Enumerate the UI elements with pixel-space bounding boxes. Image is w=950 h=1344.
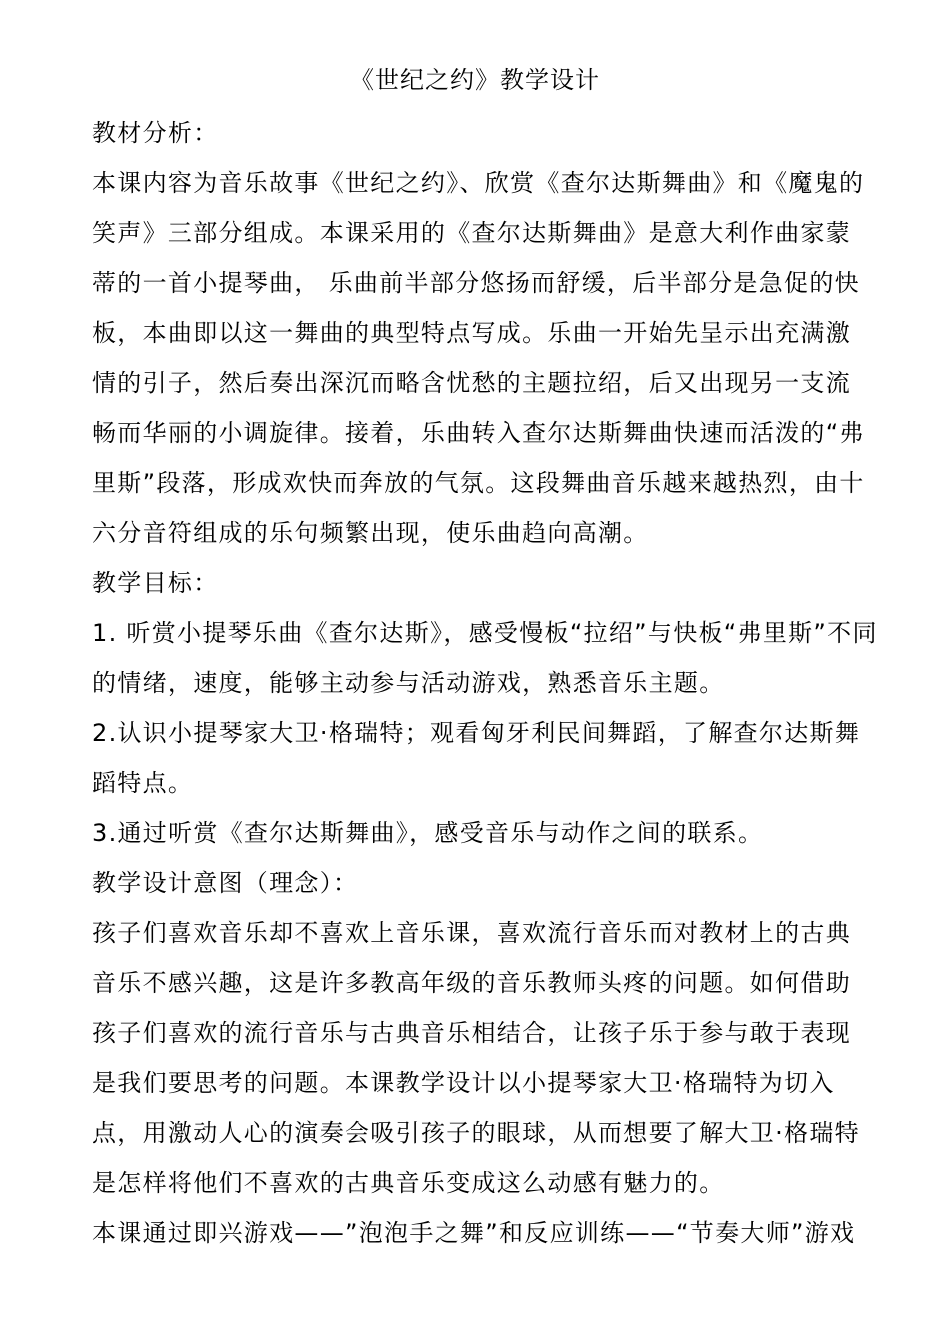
text-line: 本课通过即兴游戏——”泡泡手之舞”和反应训练——“节奏大师”游戏 — [92, 1219, 856, 1247]
document-title: 《世纪之约》教学设计 — [350, 66, 600, 94]
text-line: 畅而华丽的小调旋律。接着，乐曲转入查尔达斯舞曲快速而活泼的“弗 — [92, 419, 865, 447]
text-line: 点，用激动人心的演奏会吸引孩子的眼球，从而想要了解大卫·格瑞特 — [92, 1119, 860, 1147]
text-line: 孩子们喜欢的流行音乐与古典音乐相结合，让孩子乐于参与敢于表现 — [92, 1019, 851, 1047]
text-line: 2.认识小提琴家大卫·格瑞特；观看匈牙利民间舞蹈，了解查尔达斯舞 — [92, 719, 861, 747]
text-line: 六分音符组成的乐句频繁出现，使乐曲趋向高潮。 — [92, 519, 649, 547]
text-line: 是我们要思考的问题。本课教学设计以小提琴家大卫·格瑞特为切入 — [92, 1069, 835, 1097]
text-line: 是怎样将他们不喜欢的古典音乐变成这么动感有魅力的。 — [92, 1169, 725, 1197]
text-line: 蒂的一首小提琴曲， 乐曲前半部分悠扬而舒缓，后半部分是急促的快 — [92, 269, 860, 297]
text-line: 的情绪，速度，能够主动参与活动游戏，熟悉音乐主题。 — [92, 669, 725, 697]
text-line: 音乐不感兴趣，这是许多教高年级的音乐教师头疼的问题。如何借助 — [92, 969, 851, 997]
text-line: 里斯”段落，形成欢快而奔放的气氛。这段舞曲音乐越来越热烈，由十 — [92, 469, 865, 497]
document-body — [92, 108, 882, 1258]
text-line: 本课内容为音乐故事《世纪之约》、欣赏《查尔达斯舞曲》和《魔鬼的 — [92, 169, 865, 197]
text-line: 1. 听赏小提琴乐曲《查尔达斯》，感受慢板“拉绍”与快板“弗里斯”不同 — [92, 619, 878, 647]
text-line: 板，本曲即以这一舞曲的典型特点写成。乐曲一开始先呈示出充满激 — [92, 319, 851, 347]
text-line: 笑声》三部分组成。本课采用的《查尔达斯舞曲》是意大利作曲家蒙 — [92, 219, 851, 247]
text-line: 教学设计意图（理念）： — [92, 869, 359, 897]
text-line: 教学目标： — [92, 569, 219, 597]
text-line: 3.通过听赏《查尔达斯舞曲》，感受音乐与动作之间的联系。 — [92, 819, 764, 847]
text-line: 情的引子，然后奏出深沉而略含忧愁的主题拉绍，后又出现另一支流 — [92, 369, 851, 397]
text-line: 教材分析： — [92, 119, 219, 147]
text-line: 蹈特点。 — [92, 769, 194, 797]
text-line: 孩子们喜欢音乐却不喜欢上音乐课，喜欢流行音乐而对教材上的古典 — [92, 919, 851, 947]
